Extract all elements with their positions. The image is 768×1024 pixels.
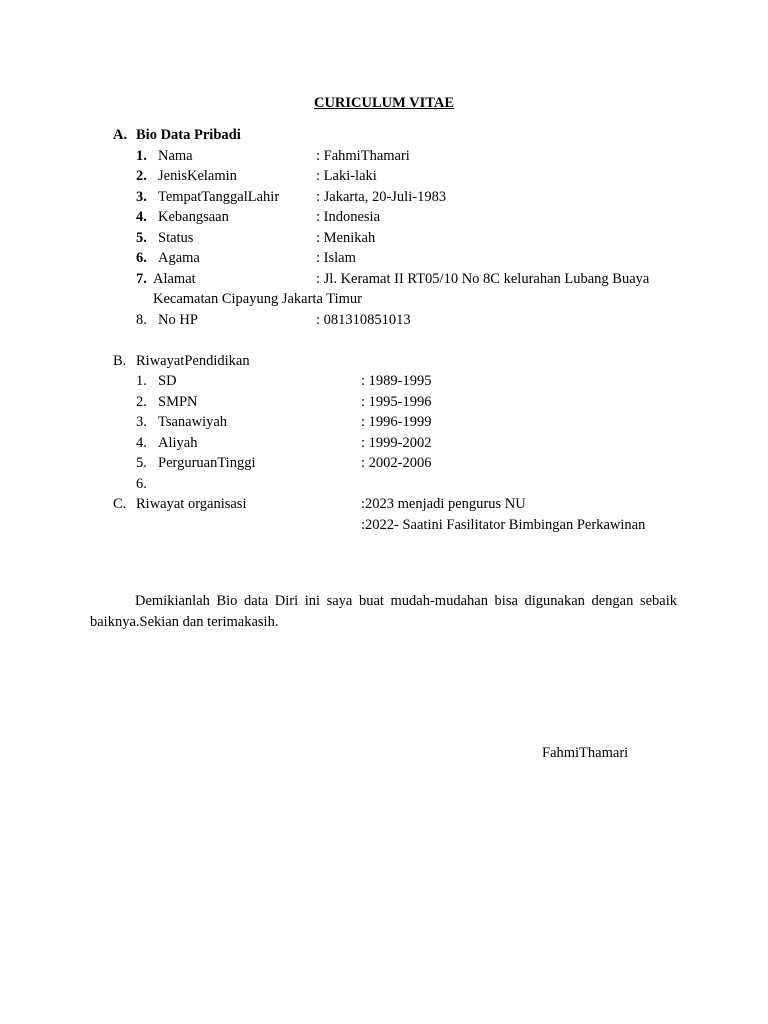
bio-item-number: 3.	[136, 189, 147, 205]
bio-item-number: 7.	[136, 271, 147, 287]
bio-item-label: Alamat	[153, 271, 196, 287]
section-b-heading: RiwayatPendidikan	[136, 353, 250, 369]
bio-item-label: Status	[158, 230, 194, 246]
education-item-number: 5.	[136, 455, 147, 471]
bio-item-label: No HP	[158, 312, 198, 328]
education-item-label: SMPN	[158, 394, 198, 410]
signature-name: FahmiThamari	[542, 745, 629, 761]
education-item-label: SD	[158, 373, 177, 389]
bio-item-label: Kebangsaan	[158, 209, 229, 225]
bio-item-label: Agama	[158, 250, 200, 266]
section-c-letter: C.	[113, 496, 127, 512]
education-item-value: : 1995-1996	[361, 394, 432, 410]
closing-paragraph: Demikianlah Bio data Diri ini saya buat mudah-mudahan bisa digunakan dengan sebaik baiknya.Sekian dan terimakasih.	[90, 593, 677, 630]
bio-item-value: : Laki-laki	[316, 168, 377, 184]
education-item-number: 1.	[136, 373, 147, 389]
bio-item-number: 8.	[136, 312, 147, 328]
education-item-value: : 2002-2006	[361, 455, 432, 471]
education-item-number: 2.	[136, 394, 147, 410]
education-item-label: PerguruanTinggi	[158, 455, 256, 471]
bio-item-value: : Jakarta, 20-Juli-1983	[316, 189, 447, 205]
bio-item-value-continuation: Kecamatan Cipayung Jakarta Timur	[153, 291, 362, 307]
organization-item-value: :2022- Saatini Fasilitator Bimbingan Perkawinan	[361, 517, 646, 533]
section-b-letter: B.	[113, 353, 127, 369]
education-item-value: : 1999-2002	[361, 435, 432, 451]
bio-item-label: JenisKelamin	[158, 168, 237, 184]
bio-item-label: Nama	[158, 148, 193, 164]
bio-item-value: : Menikah	[316, 230, 376, 246]
section-a-heading: Bio Data Pribadi	[136, 127, 241, 143]
section-c-heading: Riwayat organisasi	[136, 496, 247, 512]
bio-item-number: 5.	[136, 230, 147, 246]
bio-item-number: 1.	[136, 148, 147, 164]
education-item-value: : 1996-1999	[361, 414, 432, 430]
section-a-letter: A.	[113, 127, 128, 143]
bio-item-number: 2.	[136, 168, 147, 184]
bio-item-value: : 081310851013	[316, 312, 411, 328]
bio-item-number: 6.	[136, 250, 147, 266]
bio-item-label: TempatTanggalLahir	[158, 189, 280, 205]
bio-item-value: : FahmiThamari	[316, 148, 410, 164]
bio-item-number: 4.	[136, 209, 147, 225]
education-item-label: Tsanawiyah	[158, 414, 228, 430]
bio-item-value: : Islam	[316, 250, 356, 266]
bio-item-value: : Indonesia	[316, 209, 381, 225]
document-title: CURICULUM VITAE	[313, 95, 455, 111]
education-item-label: Aliyah	[158, 435, 198, 451]
education-item-number: 4.	[136, 435, 147, 451]
bio-item-value: : Jl. Keramat II RT05/10 No 8C kelurahan Lubang Buaya	[316, 271, 650, 287]
education-item-number: 6.	[136, 476, 147, 492]
organization-item-value: :2023 menjadi pengurus NU	[361, 496, 526, 512]
education-item-number: 3.	[136, 414, 147, 430]
education-item-value: : 1989-1995	[361, 373, 432, 389]
